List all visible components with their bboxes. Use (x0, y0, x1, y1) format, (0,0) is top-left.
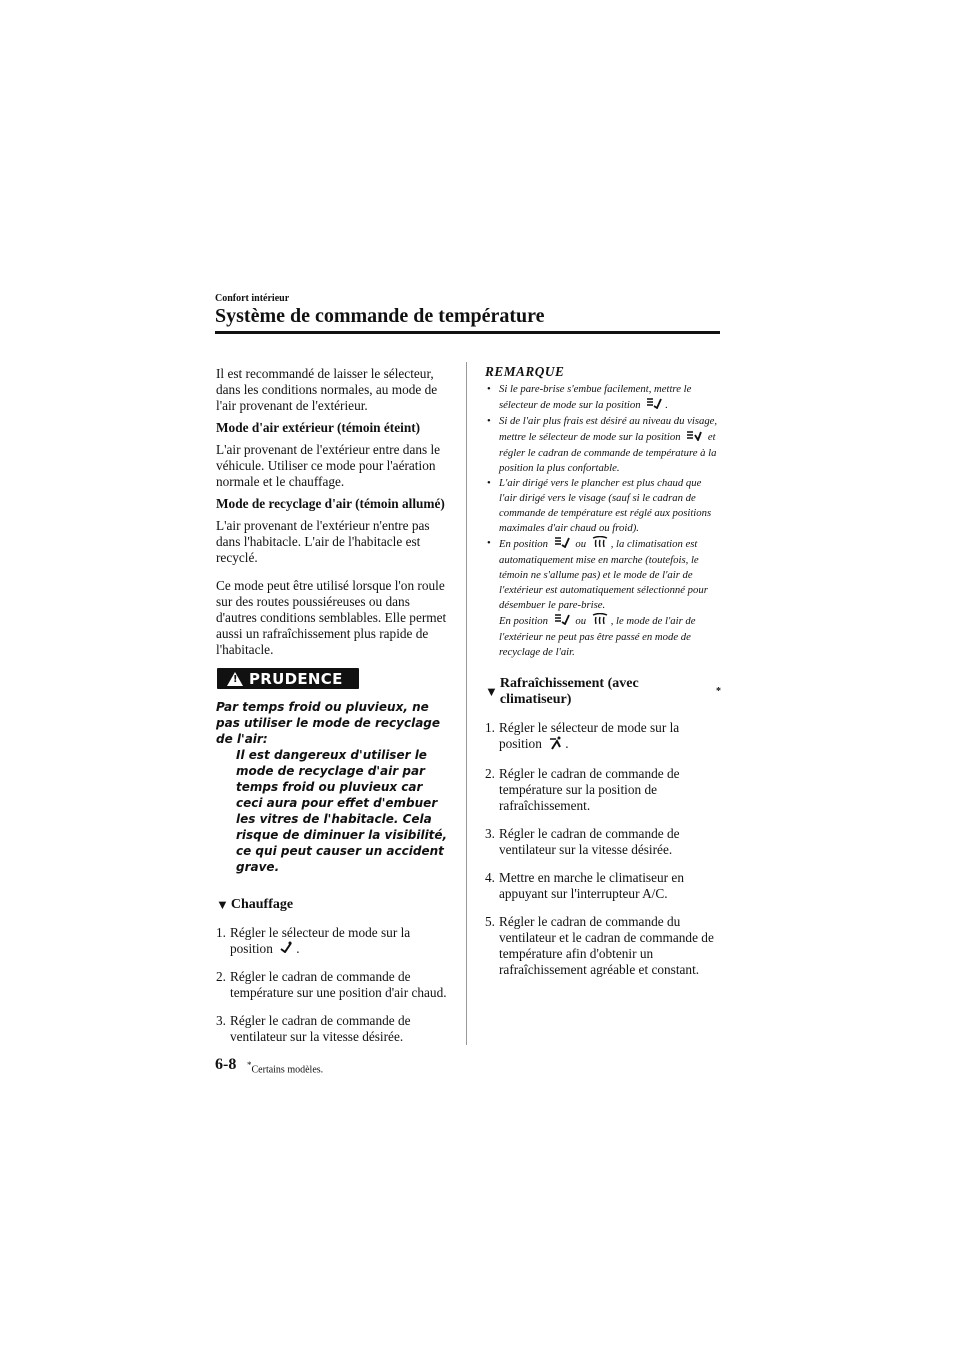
cooling-heading-text: Rafraîchissement (avec climatiseur) (499, 676, 639, 707)
caution-label: PRUDENCE (249, 669, 343, 688)
step-text: Mettre en marche le climatiseur en appuyant sur l'interrupteur A/C. (499, 870, 684, 901)
list-item (485, 382, 721, 414)
footnote (247, 1060, 323, 1075)
list-item (485, 766, 721, 814)
step-number: 5. (485, 914, 495, 929)
list-item: • L'air dirigé vers le plancher est plus chaud que l'air dirigé vers le visage (sauf si le cadran de commande de température est réglé aux positions maximales d'air chaud ou froid). (485, 476, 721, 536)
outside-air-heading: Mode d'air extérieur (témoin éteint) (216, 420, 421, 435)
step-text-end: . (296, 940, 300, 956)
floor-mode-icon (279, 941, 293, 957)
floor-defrost-mode-icon (646, 397, 662, 414)
step-number: 1. (485, 720, 495, 735)
cooling-heading (485, 676, 721, 708)
page-number: 6-8 (215, 1056, 237, 1073)
recirculation-text: L'air provenant de l'extérieur n'entre pas dans l'habitacle. L'air de l'habitacle est recyclé. (216, 518, 430, 565)
step-number: 2. (485, 766, 495, 781)
title-rule (215, 331, 720, 334)
recirculation-text-2: Ce mode peut être utilisé lorsque l'on roule sur des routes poussiéreuses ou dans d'autres conditions semblables. Elle permet aussi un rafraîchissement plus rapide de l'habitacle. (216, 578, 447, 657)
caution-text (216, 699, 452, 875)
cooling-steps (485, 720, 721, 978)
page-title: Système de commande de température (215, 305, 545, 327)
caution-badge (217, 668, 359, 689)
note-text: Si de l'air plus frais est désiré au niveau du visage, mettre le sélecteur de mode sur la position (499, 415, 718, 443)
list-item (216, 925, 452, 958)
step-number: 3. (216, 1013, 226, 1029)
step-number: 3. (485, 826, 495, 841)
note-text: ou (575, 614, 587, 627)
note-text: ou (575, 537, 587, 550)
defrost-mode-icon (592, 536, 608, 553)
step-text-end: . (565, 736, 569, 752)
right-column (485, 364, 721, 990)
floor-defrost-mode-icon (554, 613, 570, 630)
list-item (485, 414, 721, 476)
floor-defrost-mode-icon (554, 536, 570, 553)
note-title: REMARQUE (485, 364, 565, 379)
outside-air-text: L'air provenant de l'extérieur entre dans le véhicule. Utiliser ce mode pour l'aération normale et le chauffage. (216, 442, 441, 489)
step-text: Régler le cadran de commande de température sur la position de rafraîchissement. (499, 766, 680, 813)
step-text: Régler le sélecteur de mode sur la position (230, 924, 411, 956)
note-text: , le mode de l'air de l'extérieur ne peut pas être passé en mode de recyclage de l'air. (499, 614, 696, 658)
recirculation-heading: Mode de recyclage d'air (témoin allumé) (216, 496, 445, 511)
defrost-mode-icon (592, 613, 608, 630)
step-text: Régler le cadran de commande de ventilateur sur la vitesse désirée. (499, 826, 680, 857)
list-item (485, 720, 721, 754)
step-number: 2. (216, 969, 226, 985)
list-item (485, 826, 721, 858)
caution-lead: Par temps froid ou pluvieux, ne pas utiliser le mode de recyclage de l'air: (216, 699, 441, 746)
note-text-end: . (665, 398, 668, 411)
heating-heading (216, 897, 452, 913)
face-mode-icon (548, 736, 562, 754)
warning-icon: ! (227, 672, 243, 686)
list-item (485, 870, 721, 902)
step-text: Régler le cadran de commande du ventilateur et le cadran de commande de température afin d'obtenir un rafraîchissement agréable et constant. (499, 914, 714, 977)
note-text: En position (499, 537, 548, 550)
section-label: Confort intérieur (215, 293, 290, 304)
left-column (216, 366, 452, 1057)
list-item (216, 1013, 452, 1045)
heating-steps (216, 925, 452, 1046)
step-number: 1. (216, 924, 226, 940)
footnote-mark: * (247, 1060, 252, 1070)
triangle-down-icon: ▼ (216, 896, 229, 912)
heating-heading-text: Chauffage (230, 896, 294, 912)
face-mode-icon (686, 429, 702, 446)
footnote-text: Certains modèles. (251, 1064, 324, 1076)
note-text: En position (499, 614, 548, 627)
notes-list (485, 382, 721, 660)
step-text: Régler le cadran de commande de ventilateur sur la vitesse désirée. (230, 1013, 411, 1045)
note-text: , la climatisation est automatiquement mise en marche (toutefois, le témoin ne s'allume pas) et le mode de l'air de l'extérieur est automatiquement sélectionné pour désembuer le pare-brise. (499, 537, 708, 611)
list-item (216, 969, 452, 1001)
column-divider (466, 362, 467, 1045)
certain-models-mark: * (716, 686, 721, 697)
intro-paragraph: Il est recommandé de laisser le sélecteur, dans les conditions normales, au mode de l'air provenant de l'extérieur. (216, 366, 438, 413)
note-text: Si le pare-brise s'embue facilement, mettre le sélecteur de mode sur la position (499, 383, 692, 411)
triangle-down-icon: ▼ (485, 684, 498, 699)
step-text: Régler le sélecteur de mode sur la position (499, 720, 680, 752)
list-item (485, 536, 721, 660)
list-item (485, 914, 721, 978)
step-text: Régler le cadran de commande de température sur une position d'air chaud. (230, 969, 447, 1001)
note-text-end: et régler le cadran de commande de température à la position la plus confortable. (499, 430, 717, 474)
caution-body: Il est dangereux d'utiliser le mode de recyclage d'air par temps froid ou pluvieux car ceci aura pour effet d'embuer les vitres de l'habitacle. Cela risque de diminuer la visibilité, ce qui peut causer un accident grave. (236, 747, 448, 874)
step-number: 4. (485, 870, 495, 885)
